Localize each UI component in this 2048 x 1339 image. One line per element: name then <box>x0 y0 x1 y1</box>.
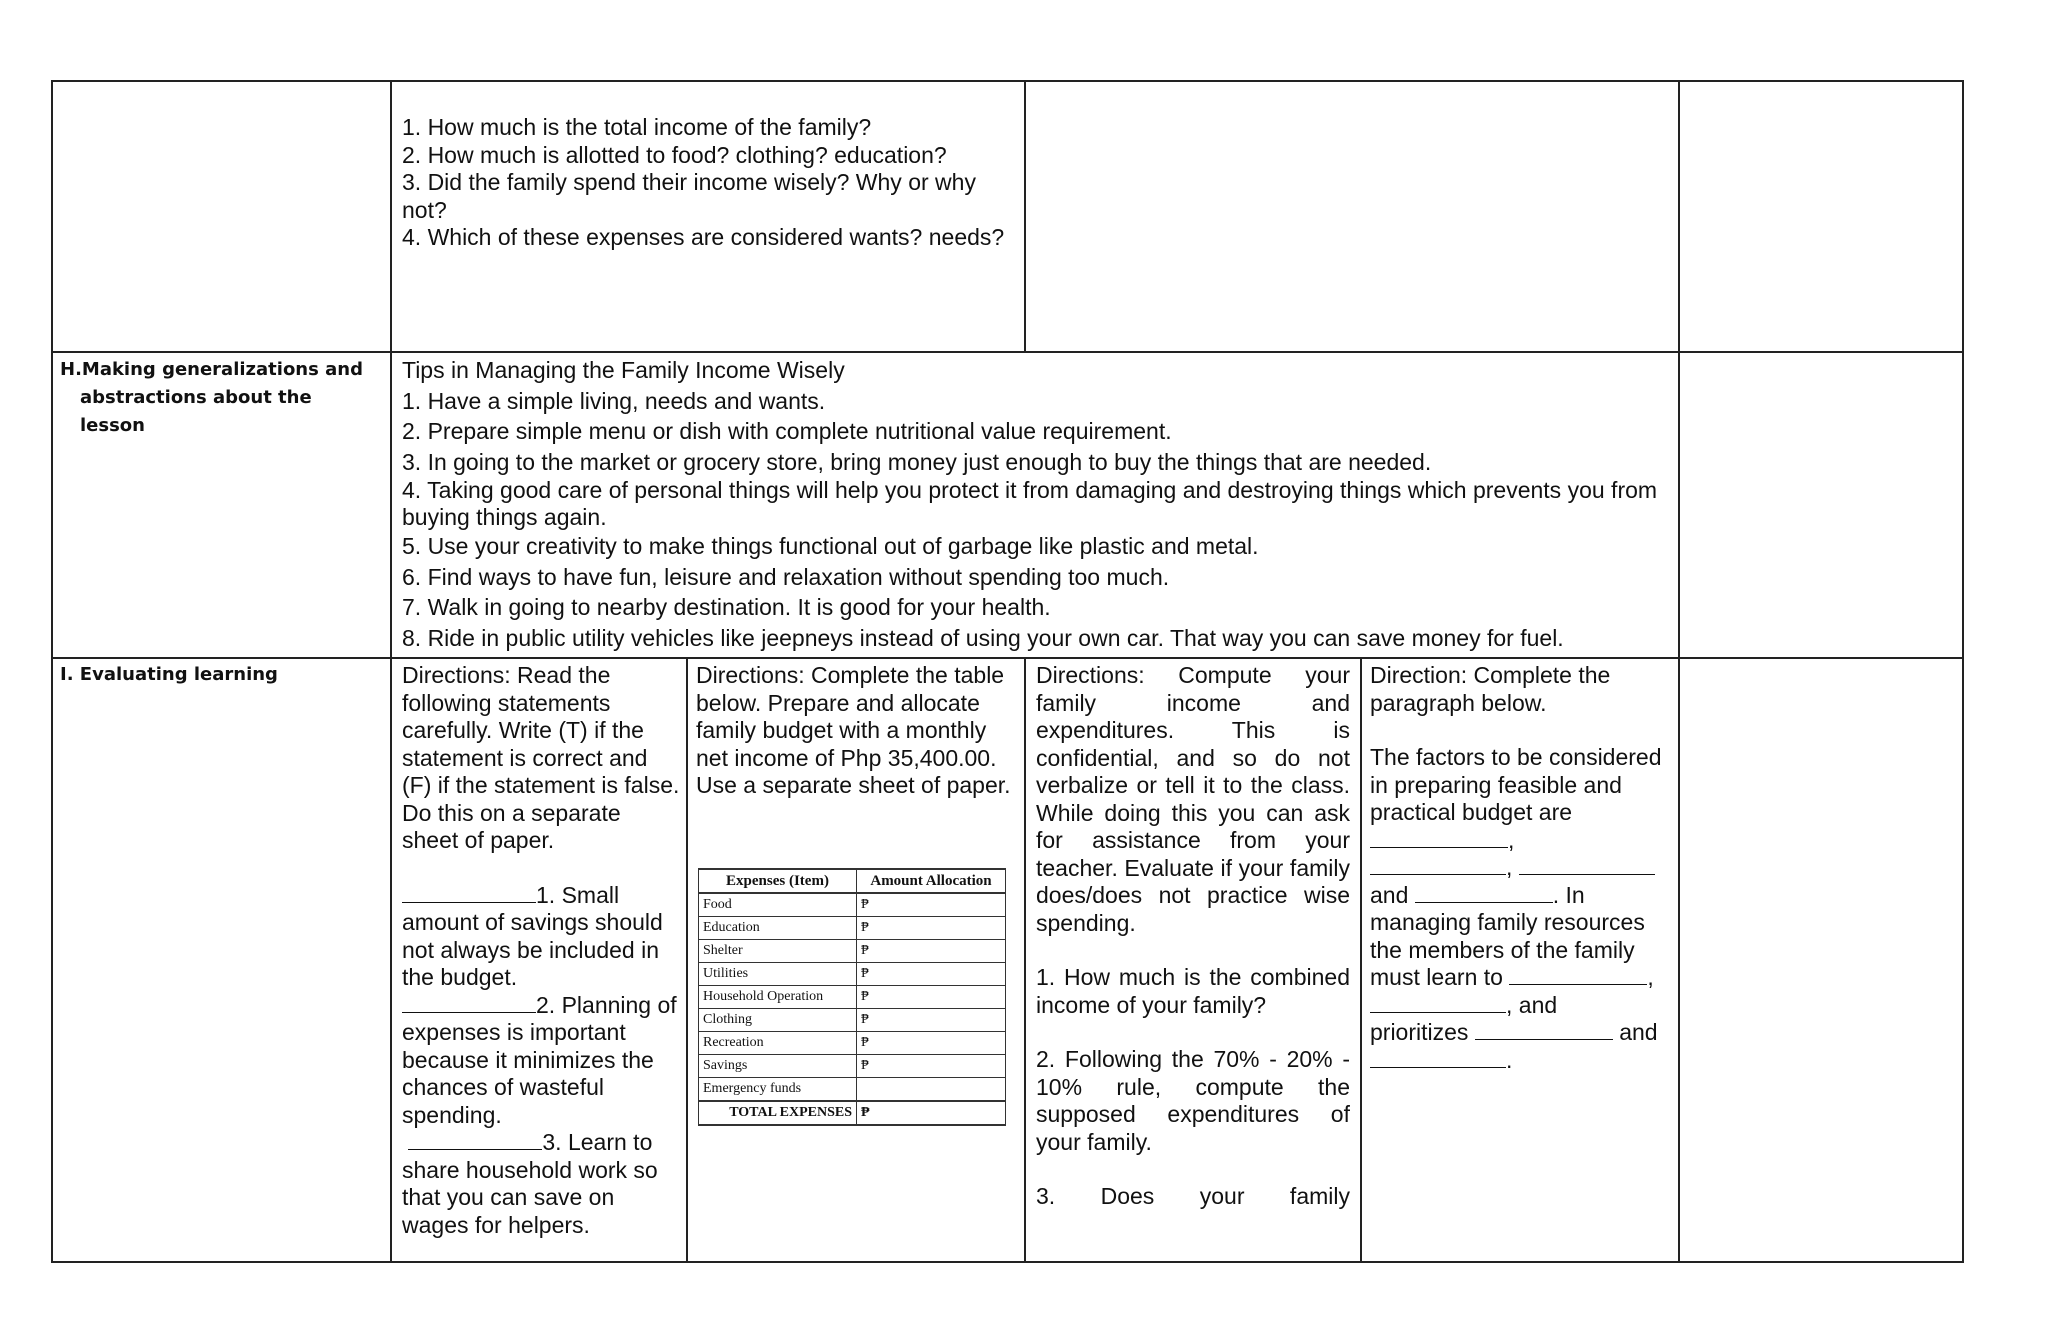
col-divider-label <box>390 80 392 1263</box>
table-row: Education ₱ <box>699 917 1006 940</box>
col-divider-notes <box>1678 80 1680 1263</box>
compute-directions: Directions: Compute your family income and expenditures. This is confidential, and so do not verbalize or tell it to the class. While doing this you can ask for assistance from your teacher. Evaluate if your family does/does not practice wise spending. <box>1036 662 1350 936</box>
tip-5: 5. Use your creativity to make things functional out of garbage like plastic and metal. <box>402 533 1259 559</box>
true-false-directions: Directions: Read the following statements carefully. Write (T) if the statement is correct and (F) if the statement is false. Do this on a separate sheet of paper. <box>402 662 680 853</box>
budget-header-item: Expenses (Item) <box>699 869 857 893</box>
budget-directions: Directions: Complete the table below. Prepare and allocate family budget with a monthly net income of Php 35,400.00. Use a separate sheet of paper. <box>696 662 1011 798</box>
compute-question-1: 1. How much is the combined income of your family? <box>1036 964 1350 1018</box>
question-4: 4. Which of these expenses are considered wants? needs? <box>402 224 1005 250</box>
row-h-tips <box>402 355 1672 653</box>
tip-6: 6. Find ways to have fun, leisure and relaxation without spending too much. <box>402 563 1170 590</box>
budget-total-row <box>699 1101 1006 1125</box>
tip-4: 4. Taking good care of personal things will help you protect it from damaging and destroying things which prevents you from buying things again. <box>402 477 1658 530</box>
budget-table <box>698 868 1006 1126</box>
tip-8: 8. Ride in public utility vehicles like jeepneys instead of using your own car. That way you can save money for fuel. <box>402 624 1564 651</box>
table-row: Savings ₱ <box>699 1055 1006 1078</box>
table-row: Utilities ₱ <box>699 963 1006 986</box>
row-g-questions <box>402 114 1012 252</box>
tip-2: 2. Prepare simple menu or dish with complete nutritional value requirement. <box>402 418 1172 444</box>
col-divider-i-2 <box>1024 657 1026 1263</box>
tip-1: 1. Have a simple living, needs and wants. <box>402 387 826 414</box>
budget-header-amount: Amount Allocation <box>857 869 1006 893</box>
true-false-item-2: 2. Planning of expenses is important because it minimizes the chances of wasteful spending. <box>402 991 677 1128</box>
paragraph-directions: Direction: Complete the paragraph below. <box>1370 662 1611 716</box>
compute-question-2: 2. Following the 70% - 20% - 10% rule, compute the supposed expenditures of your family. <box>1036 1046 1350 1155</box>
tip-3: 3. In going to the market or grocery store, bring money just enough to buy the things that are needed. <box>402 448 1432 475</box>
table-row: Clothing ₱ <box>699 1009 1006 1032</box>
row-h-label-line2: abstractions about the lesson <box>80 387 312 436</box>
question-1: 1. How much is the total income of the family? <box>402 114 872 140</box>
table-row: Household Operation ₱ <box>699 986 1006 1009</box>
col-divider-i-1 <box>686 657 688 1263</box>
col-divider-g-mid <box>1024 80 1026 351</box>
row-i-label: I. Evaluating learning <box>60 664 278 685</box>
tips-title: Tips in Managing the Family Income Wisely <box>402 357 845 383</box>
table-row: Food ₱ <box>699 893 1006 917</box>
budget-total-label: TOTAL EXPENSES <box>699 1101 857 1125</box>
question-2: 2. How much is allotted to food? clothing? education? <box>402 141 947 168</box>
row-h-label-line1: H.Making generalizations and <box>60 359 363 380</box>
budget-total-amount: ₱ <box>857 1101 1006 1125</box>
true-false-item-3: 3. Learn to share household work so that you can save on wages for helpers. <box>402 1129 658 1238</box>
col-divider-i-3 <box>1360 657 1362 1263</box>
paragraph-text: The factors to be considered in preparing feasible and practical budget are , , and . In managing family resources the members of the family must learn to , , and prioritizes and . <box>1370 744 1662 1073</box>
paragraph-section <box>1370 662 1670 1074</box>
compute-income-section <box>1036 662 1350 1260</box>
table-row: Recreation ₱ <box>699 1032 1006 1055</box>
row-h-label <box>60 356 380 440</box>
question-3: 3. Did the family spend their income wisely? Why or why not? <box>402 169 976 223</box>
tip-7: 7. Walk in going to nearby destination. It is good for your health. <box>402 594 1051 620</box>
compute-question-3: 3. Does your family <box>1036 1183 1350 1209</box>
true-false-item-1: 1. Small amount of savings should not always be included in the budget. <box>402 881 663 990</box>
table-row: Shelter ₱ <box>699 940 1006 963</box>
true-false-section <box>402 662 682 1239</box>
table-row: Emergency funds <box>699 1078 1006 1102</box>
